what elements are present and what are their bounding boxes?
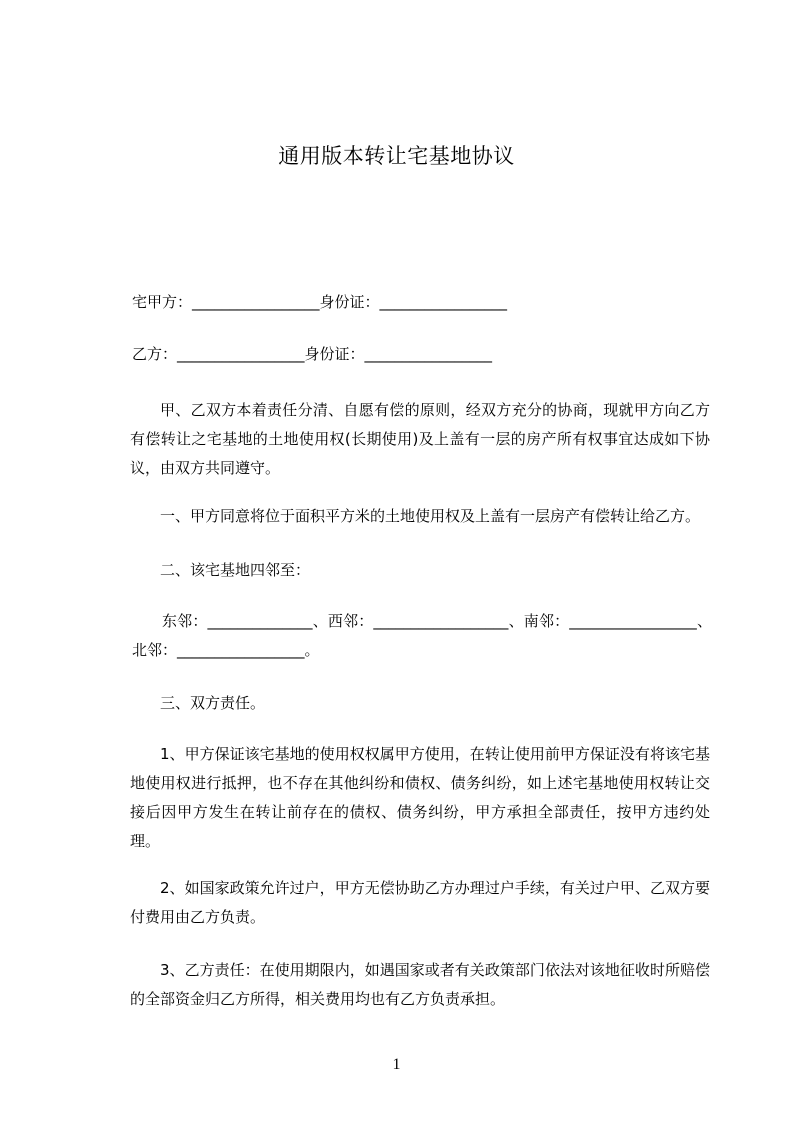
clause-1: 一、甲方同意将位于面积平方米的土地使用权及上盖有一层房产有偿转让给乙方。 [160,507,701,525]
responsibility-1: 1、甲方保证该宅基地的使用权权属甲方使用，在转让使用前甲方保证没有将该宅基地使用权进行抵押，也不存在其他纠纷和债权、债务纠纷，如上述宅基地使用权转让交接后因甲方发生在转让前存在的债权、债务纠纷，甲方承担全部责任，按甲方违约处理。 [130,745,710,850]
intro-paragraph: 甲、乙双方本着责任分清、自愿有偿的原则，经双方充分的协商，现就甲方向乙方有偿转让之宅基地的土地使用权(长期使用)及上盖有一层的房产所有权事宜达成如下协议，由双方共同遵守。 [130,401,710,477]
document-title: 通用版本转让宅基地协议 [278,144,515,168]
page-number: 1 [392,1056,401,1073]
party-b-line: 乙方：_________________身份证：_________________ [132,345,493,363]
responsibility-3: 3、乙方责任：在使用期限内，如遇国家或者有关政策部门依法对该地征收时所赔偿的全部资金归乙方所得，相关费用均也有乙方负责承担。 [130,961,710,1008]
party-a-line: 宅甲方：_________________身份证：_________________ [132,293,508,311]
clause-2-heading: 二、该宅基地四邻至： [160,561,311,579]
clause-3-heading: 三、双方责任。 [160,694,266,712]
responsibility-2: 2、如国家政策允许过户，甲方无偿协助乙方办理过户手续，有关过户甲、乙双方要付费用由乙方负责。 [130,879,710,926]
neighbors-paragraph: 东邻：______________、西邻：__________________、南邻：_________________、北邻：_________________。 [132,612,712,659]
